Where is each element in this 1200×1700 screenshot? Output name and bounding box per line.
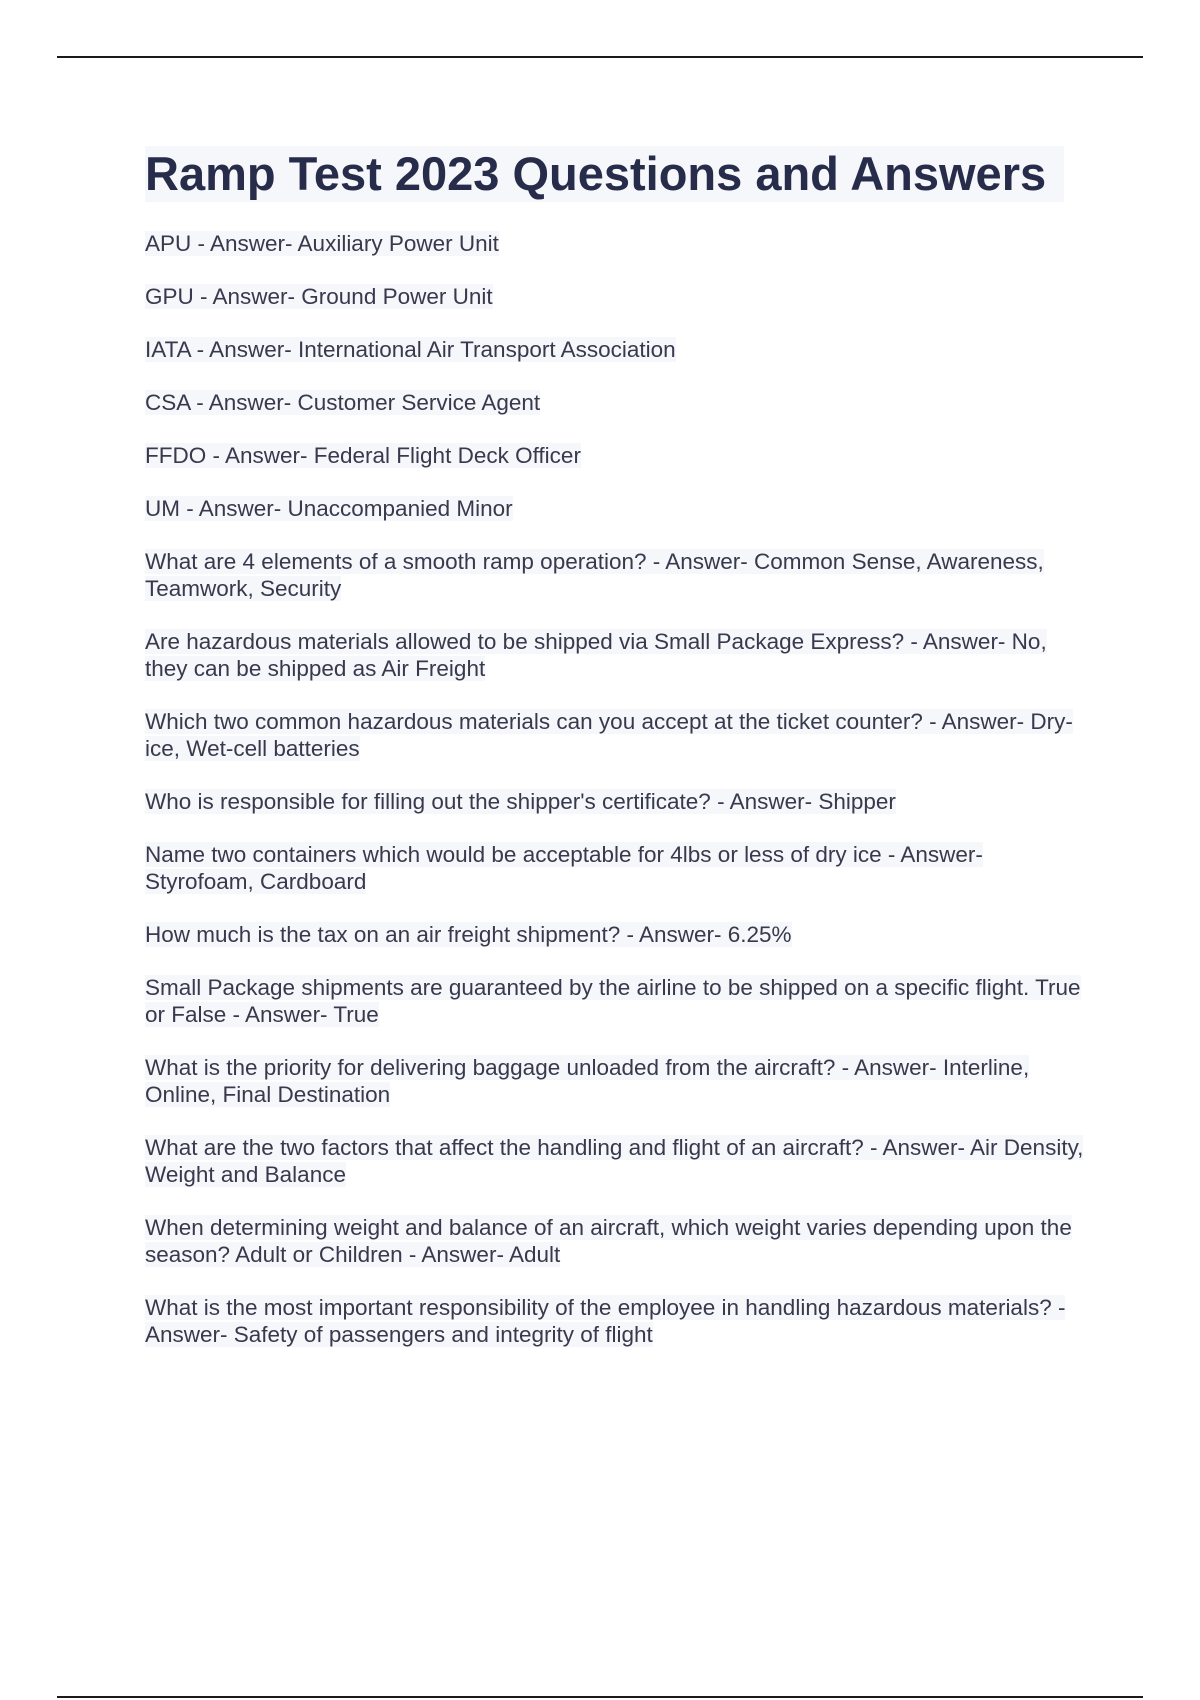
qa-item-text: Who is responsible for filling out the shipper's certificate? - Answer- Shipper	[145, 789, 896, 814]
page-title: Ramp Test 2023 Questions and Answers	[145, 146, 1064, 202]
qa-item-text: How much is the tax on an air freight shipment? - Answer- 6.25%	[145, 922, 792, 947]
qa-item-text: Are hazardous materials allowed to be shipped via Small Package Express? - Answer- No, they can be shipped as Air Freight	[145, 629, 1047, 681]
qa-item	[145, 230, 1090, 257]
qa-item-text: What are 4 elements of a smooth ramp operation? - Answer- Common Sense, Awareness, Teamwork, Security	[145, 549, 1044, 601]
qa-item	[145, 788, 1090, 815]
qa-item-text: When determining weight and balance of an aircraft, which weight varies depending upon the season? Adult or Children - Answer- Adult	[145, 1215, 1072, 1267]
qa-item-text: IATA - Answer- International Air Transport Association	[145, 337, 676, 362]
qa-item	[145, 1054, 1090, 1108]
qa-item-text: GPU - Answer- Ground Power Unit	[145, 284, 493, 309]
bottom-divider	[57, 1696, 1143, 1698]
qa-item-text: What is the priority for delivering baggage unloaded from the aircraft? - Answer- Interline, Online, Final Destination	[145, 1055, 1030, 1107]
qa-item-text: Which two common hazardous materials can you accept at the ticket counter? - Answer- Dry-ice, Wet-cell batteries	[145, 709, 1073, 761]
qa-item	[145, 628, 1090, 682]
qa-item	[145, 708, 1090, 762]
top-divider	[57, 56, 1143, 58]
qa-item	[145, 336, 1090, 363]
document-body	[145, 146, 1090, 1374]
qa-item	[145, 1294, 1090, 1348]
qa-item-text: APU - Answer- Auxiliary Power Unit	[145, 231, 499, 256]
qa-item	[145, 548, 1090, 602]
qa-item-text: UM - Answer- Unaccompanied Minor	[145, 496, 513, 521]
qa-item	[145, 495, 1090, 522]
qa-item	[145, 974, 1090, 1028]
qa-item-text: Small Package shipments are guaranteed by the airline to be shipped on a specific flight. True or False - Answer- True	[145, 975, 1081, 1027]
qa-item-text: Name two containers which would be acceptable for 4lbs or less of dry ice - Answer- Styrofoam, Cardboard	[145, 842, 983, 894]
qa-item	[145, 921, 1090, 948]
qa-item	[145, 389, 1090, 416]
qa-list	[145, 230, 1090, 1348]
qa-item-text: FFDO - Answer- Federal Flight Deck Officer	[145, 443, 581, 468]
qa-item	[145, 1214, 1090, 1268]
qa-item	[145, 1134, 1090, 1188]
qa-item	[145, 841, 1090, 895]
qa-item-text: What are the two factors that affect the handling and flight of an aircraft? - Answer- Air Density, Weight and Balance	[145, 1135, 1084, 1187]
qa-item	[145, 442, 1090, 469]
qa-item-text: CSA - Answer- Customer Service Agent	[145, 390, 541, 415]
qa-item	[145, 283, 1090, 310]
qa-item-text: What is the most important responsibility of the employee in handling hazardous materials? - Answer- Safety of passengers and integrity of flight	[145, 1295, 1066, 1347]
